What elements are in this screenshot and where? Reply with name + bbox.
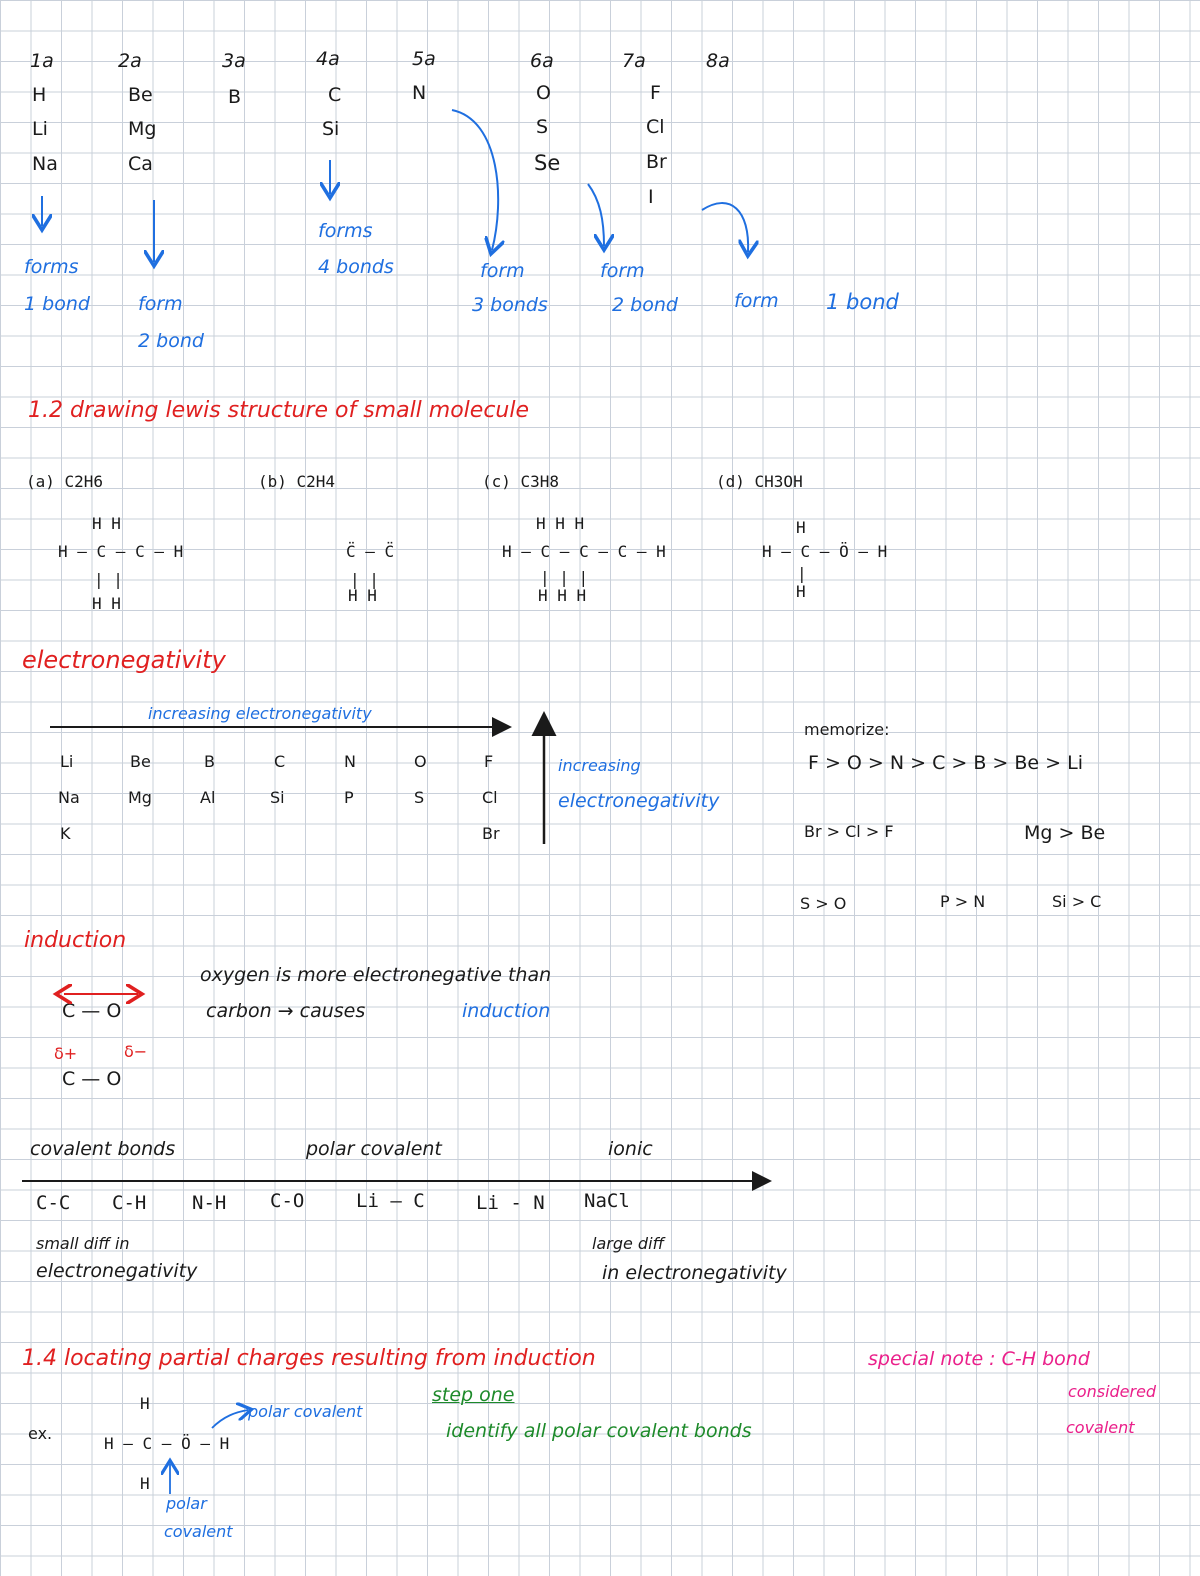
en-element: Na xyxy=(58,788,80,807)
molecule-row-bars: | | | xyxy=(540,568,589,587)
scale-bond: N-H xyxy=(192,1192,227,1214)
scale-label-polar: polar covalent xyxy=(306,1138,442,1160)
example-label: ex. xyxy=(28,1424,53,1443)
en-element: Mg xyxy=(128,788,152,807)
note-forms-4a: forms xyxy=(318,220,373,242)
special-note-3: covalent xyxy=(1066,1418,1135,1437)
section-title-induction: induction xyxy=(24,928,127,953)
molecule-row-mid: C̈ – C̈ xyxy=(346,542,395,561)
element: Cl xyxy=(646,116,665,138)
molecule-row-top: H xyxy=(796,518,806,537)
vertical-arrow-label-1: increasing xyxy=(558,756,641,775)
molecule-row-mid: H – C – Ö – H xyxy=(762,542,888,561)
en-element: C xyxy=(274,752,286,771)
molecule-row-bars: | | xyxy=(350,570,379,589)
en-element: Be xyxy=(130,752,151,771)
induction-note-highlight: induction xyxy=(462,1000,551,1022)
scale-bond: Li – C xyxy=(356,1190,425,1212)
en-element: Li xyxy=(60,752,74,771)
note-2bond-2a: 2 bond xyxy=(138,330,204,352)
molecule-label: (d) CH3OH xyxy=(716,472,803,491)
note-1bond-1a: 1 bond xyxy=(24,293,90,315)
en-element: N xyxy=(344,752,356,771)
induction-note-2: carbon → causes xyxy=(206,1000,366,1022)
section-title-electronegativity: electronegativity xyxy=(22,646,226,674)
note-form-5a: form xyxy=(480,260,525,282)
group-header: 3a xyxy=(222,50,246,72)
note-form-7a: form xyxy=(734,290,779,312)
element: S xyxy=(536,116,549,138)
molecule-label: (c) C3H8 xyxy=(482,472,560,491)
induction-bond: C — O xyxy=(62,1000,122,1022)
scale-large-diff-1: large diff xyxy=(592,1234,665,1253)
en-element: S xyxy=(414,788,425,807)
note-1bond-7a: 1 bond xyxy=(826,290,899,314)
molecule-row-bars: | | xyxy=(94,570,123,589)
scale-large-diff-2: in electronegativity xyxy=(602,1262,787,1284)
element: O xyxy=(536,82,551,104)
induction-bond-partial: C — O xyxy=(62,1068,122,1090)
molecule-label: (a) C2H6 xyxy=(26,472,104,491)
element: Ca xyxy=(128,153,153,175)
en-element: B xyxy=(204,752,215,771)
molecule-row-bars: | xyxy=(797,564,807,583)
element: Li xyxy=(32,118,48,140)
polar-note-bottom-1: polar xyxy=(166,1494,207,1513)
molecule-label: (b) C2H4 xyxy=(258,472,336,491)
molecule-row-bot: H H H xyxy=(538,586,587,605)
molecule-row-top: H H xyxy=(92,514,121,533)
polar-note-bottom-2: covalent xyxy=(164,1522,233,1541)
en-element: Br xyxy=(482,824,500,843)
group-header: 5a xyxy=(412,48,436,70)
note-3bonds-5a: 3 bonds xyxy=(472,294,548,316)
scale-label-ionic: ionic xyxy=(608,1138,653,1160)
group-header: 7a xyxy=(622,50,646,72)
arrow-7a xyxy=(702,203,748,252)
special-note-1: special note : C-H bond xyxy=(868,1348,1090,1370)
horizontal-arrow-label: increasing electronegativity xyxy=(148,704,372,723)
example-mol-mid: H – C – Ö – H xyxy=(104,1434,230,1453)
induction-note-1: oxygen is more electronegative than xyxy=(200,964,552,986)
delta-minus: δ− xyxy=(124,1042,148,1061)
scale-small-diff-1: small diff in xyxy=(36,1234,130,1253)
scale-bond: C-H xyxy=(112,1192,147,1214)
arrow-5a xyxy=(452,110,498,250)
polar-covalent-pointer-top xyxy=(212,1410,248,1428)
group-header: 8a xyxy=(706,50,730,72)
element: Mg xyxy=(128,118,157,140)
memorize-mg-be: Mg > Be xyxy=(1024,822,1106,844)
element: F xyxy=(650,82,661,104)
molecule-row-mid: H – C – C – H xyxy=(58,542,184,561)
en-element: Si xyxy=(270,788,285,807)
section-title-partial: 1.4 locating partial charges resulting from induction xyxy=(22,1346,596,1371)
scale-bond: C-O xyxy=(270,1190,305,1212)
example-mol-top: H xyxy=(140,1394,150,1413)
en-element: P xyxy=(344,788,354,807)
element: N xyxy=(412,82,427,104)
scale-bond: Li - N xyxy=(476,1192,545,1214)
note-2bond-6a: 2 bond xyxy=(612,294,678,316)
en-element: O xyxy=(414,752,427,771)
scale-bond: NaCl xyxy=(584,1190,630,1212)
molecule-row-bot: H xyxy=(796,582,806,601)
molecule-row-top: H H H xyxy=(536,514,585,533)
element: Si xyxy=(322,118,340,140)
memorize-si-c: Si > C xyxy=(1052,892,1102,911)
delta-plus: δ+ xyxy=(54,1044,78,1063)
element: B xyxy=(228,86,242,108)
note-forms-1a: forms xyxy=(24,256,79,278)
element: H xyxy=(32,84,47,106)
group-header: 1a xyxy=(30,50,54,72)
element: Se xyxy=(534,151,561,175)
note-form-2a: form xyxy=(138,293,183,315)
example-mol-bot: H xyxy=(140,1474,150,1493)
section-title-lewis: 1.2 drawing lewis structure of small molecule xyxy=(28,398,530,423)
en-element: K xyxy=(60,824,71,843)
en-element: Al xyxy=(200,788,216,807)
note-4bonds-4a: 4 bonds xyxy=(318,256,394,278)
scale-bond: C-C xyxy=(36,1192,71,1214)
element: Be xyxy=(128,84,153,106)
memorize-halogen: Br > Cl > F xyxy=(804,822,894,841)
element: I xyxy=(648,186,654,208)
step-one-label: step one xyxy=(432,1384,515,1406)
step-one-text: identify all polar covalent bonds xyxy=(446,1420,752,1442)
group-header: 4a xyxy=(316,48,340,70)
element: C xyxy=(328,84,342,106)
en-element: F xyxy=(484,752,494,771)
memorize-p-n: P > N xyxy=(940,892,986,911)
molecule-row-bot: H H xyxy=(92,594,121,613)
note-form-6a: form xyxy=(600,260,645,282)
en-element: Cl xyxy=(482,788,498,807)
memorize-line: F > O > N > C > B > Be > Li xyxy=(808,752,1083,774)
scale-small-diff-2: electronegativity xyxy=(36,1260,198,1282)
memorize-label: memorize: xyxy=(804,720,890,739)
molecule-row-bot: H H xyxy=(348,586,377,605)
element: Na xyxy=(32,153,58,175)
element: Br xyxy=(646,151,667,173)
molecule-row-mid: H – C – C – C – H xyxy=(502,542,666,561)
polar-covalent-note-top: polar covalent xyxy=(248,1402,363,1421)
group-header: 6a xyxy=(530,50,554,72)
memorize-s-o: S > O xyxy=(800,894,847,913)
group-header: 2a xyxy=(118,50,142,72)
special-note-2: considered xyxy=(1068,1382,1157,1401)
arrow-6a xyxy=(588,184,604,246)
vertical-arrow-label-2: electronegativity xyxy=(558,790,720,812)
scale-label-covalent: covalent bonds xyxy=(30,1138,176,1160)
